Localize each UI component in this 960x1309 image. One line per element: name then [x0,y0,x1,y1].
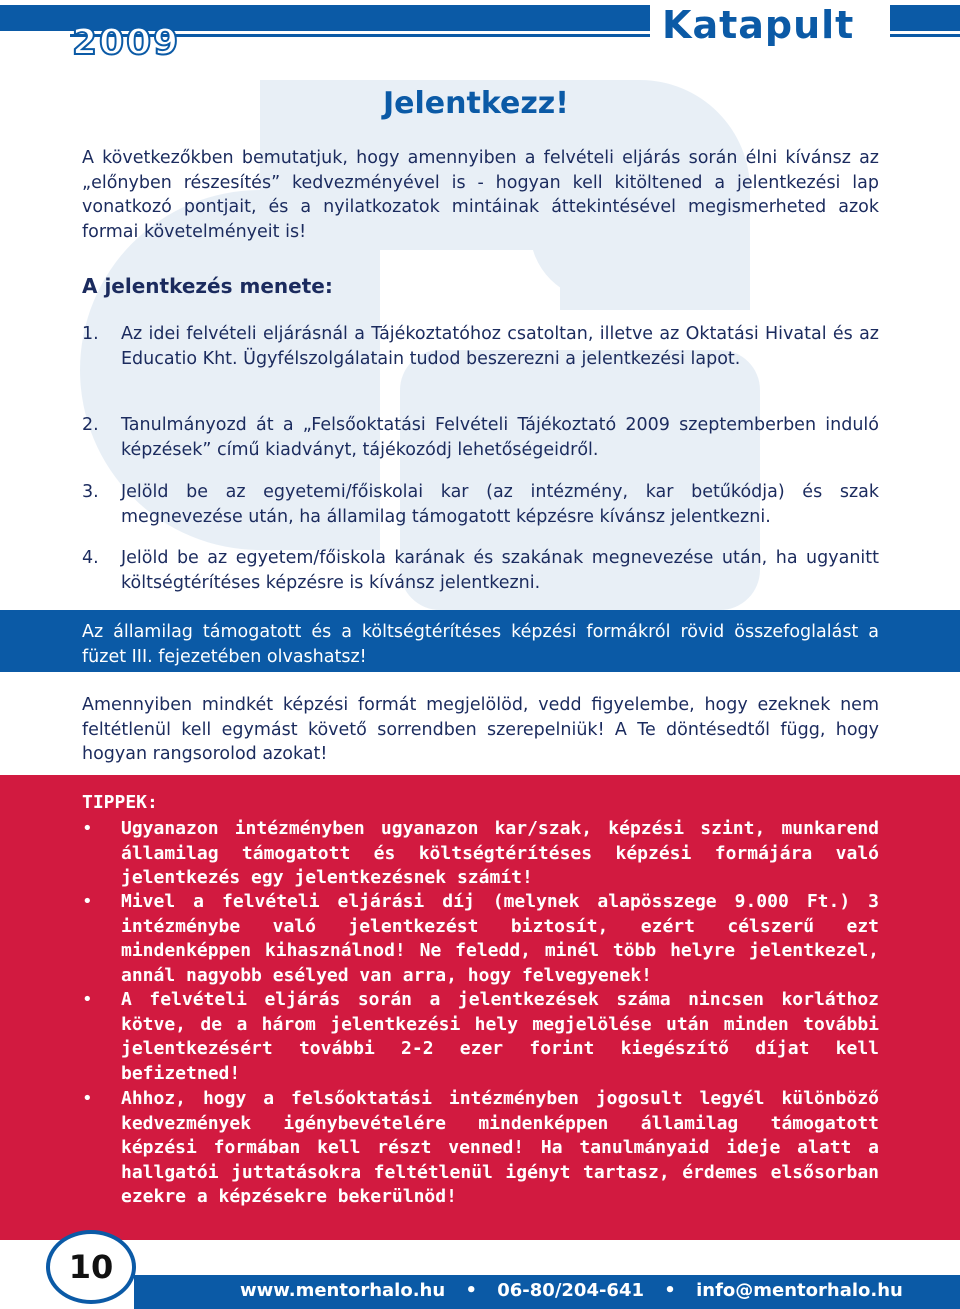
tip-item: A felvételi eljárás során a jelentkezések száma nincsen korláthoz kötve, de a három jelentkezési hely megjelölése után minden további jelentkezésért további 2-2 ezer forint kiegészítő díjat kell befizetned! [121,989,879,1084]
footer-website[interactable]: www.mentorhalo.hu [240,1280,446,1301]
page-title: Jelentkezz! [383,86,569,121]
brand-logo: Katapult [662,3,855,47]
intro-paragraph: A következőkben bemutatjuk, hogy amennyiben a felvételi eljárás során élni kívánsz az „előnyben részesítés” kedvezményével is - hogyan kell kitöltened a jelentkezési lap vonatkozó pontjait, és a nyilatkozatok mintáinak áttekintésével megismerheted azok formai követelményeit is! [82,148,879,242]
year-label: 2009 [72,22,181,63]
footer-email[interactable]: info@mentorhalo.hu [696,1280,903,1301]
step-text: Jelöld be az egyetemi/főiskolai kar (az intézmény, kar betűkódja) és szak megnevezése után, ha államilag támogatott képzésre kívánsz jelentkezni. [121,482,879,527]
step-text: Az idei felvételi eljárásnál a Tájékoztatóhoz csatoltan, illetve az Oktatási Hivatal és az Educatio Kht. Ügyfélszolgálatain tudod beszerezni a jelentkezési lapot. [121,324,879,369]
ranking-paragraph: Amennyiben mindkét képzési formát megjelölöd, vedd figyelembe, hogy ezeknek nem feltétlenül kell egymást követő sorrendben szerepelniük! A Te döntésedtől függ, hogy hogyan rangsorolod azokat! [82,695,879,764]
steps-heading: A jelentkezés menete: [82,274,333,298]
step-number: 3. [82,482,99,502]
tips-heading: TIPPEK: [82,792,158,813]
tip-item: Ahhoz, hogy a felsőoktatási intézményben jogosult legyél különböző kedvezmények igénybevételére mindenképpen államilag támogatott képzési formában kell részt venned! Ha tanulmányaid ideje alatt a hallgatói juttatásokra feltétlenül igényt tartasz, érdemes elsősorban ezekre a képzésekre bekerülnöd! [121,1088,879,1207]
step-text: Jelöld be az egyetem/főiskola karának és szakának megnevezése után, ha ugyanitt költségtérítéses képzésre is kívánsz jelentkezni. [121,548,879,593]
tip-item: Ugyanazon intézményben ugyanazon kar/szak, képzési szint, munkarend államilag támogatott és költségtérítéses képzési formájára való jelentkezés egy jelentkezésnek számít! [121,818,879,888]
separator-dot: • [465,1280,477,1301]
footer-contacts [240,1280,903,1301]
tip-item: Mivel a felvételi eljárási díj (melynek alapösszege 9.000 Ft.) 3 intézménybe való jelentkezést biztosít, ezért célszerű ezt mindenképpen kihasználnod! Ne feledd, minél több helyre jelentkezel, annál nagyobb esélyed van arra, hogy felvegyenek! [121,891,879,986]
page-number: 10 [68,1248,114,1286]
bullet-icon: • [82,891,93,912]
bullet-icon: • [82,1088,93,1109]
bullet-icon: • [82,818,93,839]
info-note: Az államilag támogatott és a költségtérítéses képzési formákról rövid összefoglalást a füzet III. fejezetében olvashatsz! [82,622,879,667]
separator-dot: • [664,1280,676,1301]
step-number: 4. [82,548,99,568]
page-number-badge [46,1230,136,1304]
bullet-icon: • [82,989,93,1010]
footer-phone: 06-80/204-641 [497,1280,645,1301]
step-text: Tanulmányozd át a „Felsőoktatási Felvételi Tájékoztató 2009 szeptemberben induló képzések” című kiadványt, tájékozódj lehetőségeidről. [121,415,879,460]
step-number: 1. [82,324,99,344]
step-number: 2. [82,415,99,435]
